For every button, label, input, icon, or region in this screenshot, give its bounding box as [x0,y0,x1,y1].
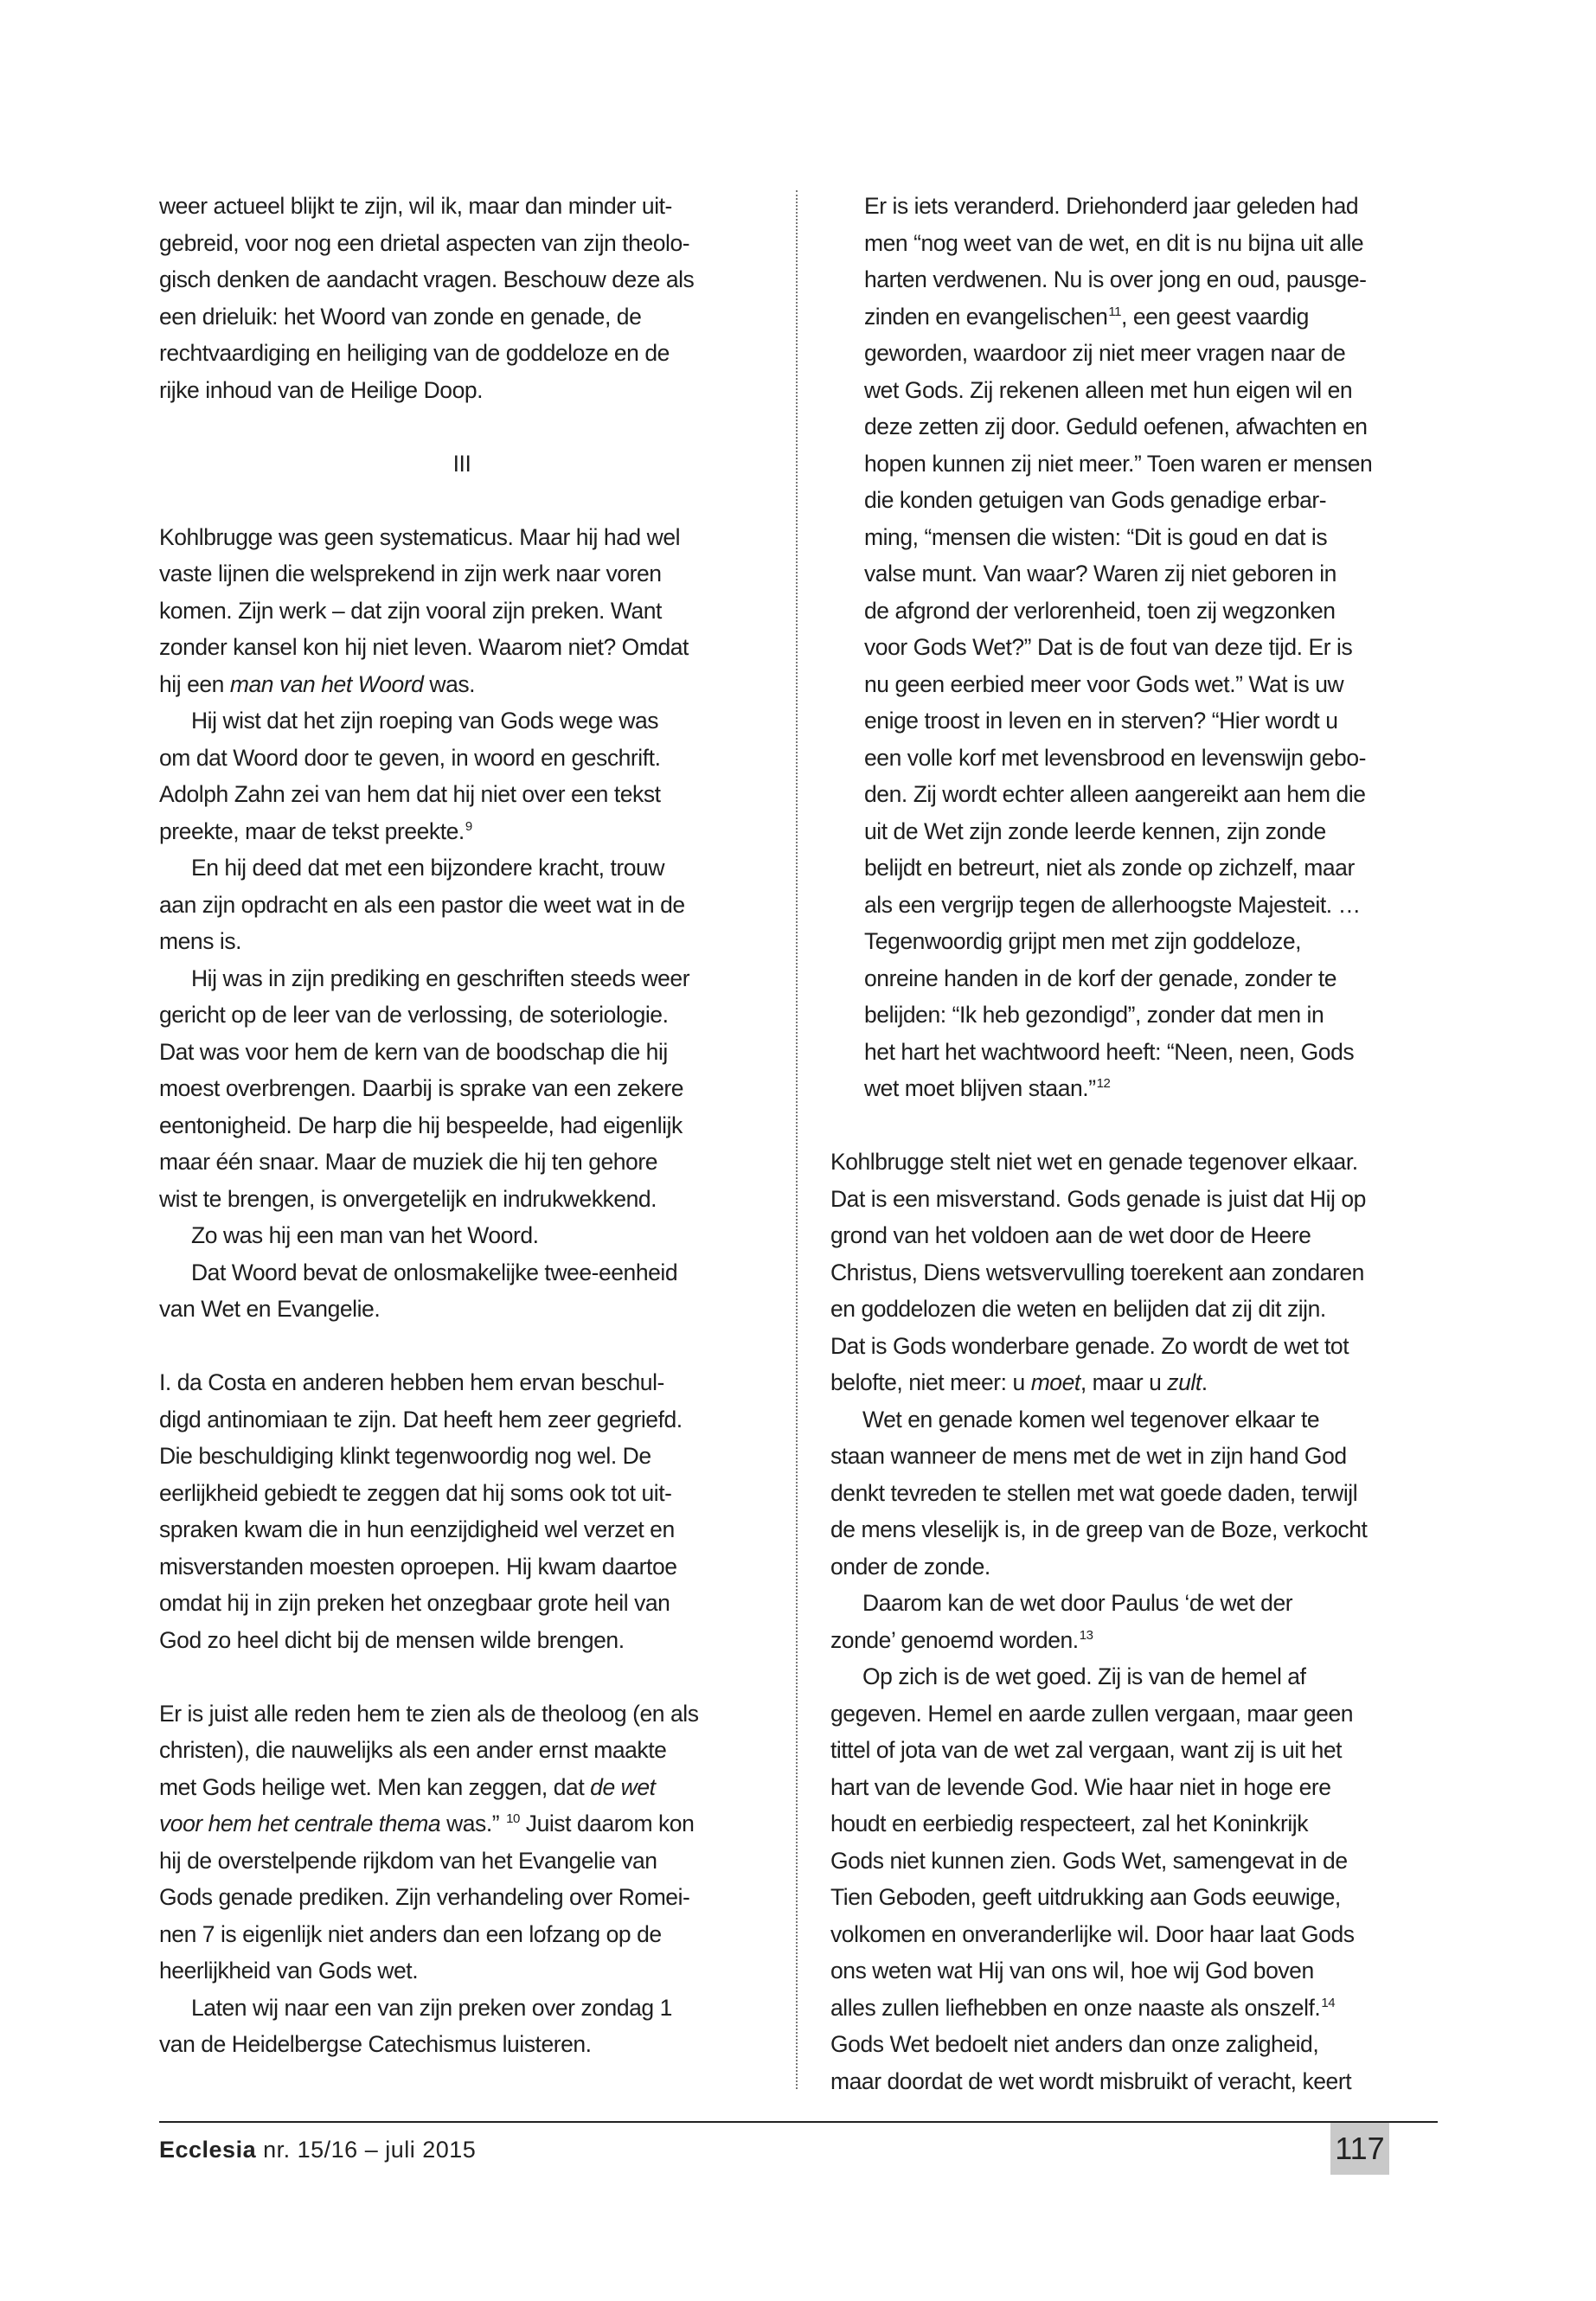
blank-line [159,1658,765,1695]
text-line: Christus, Diens wetsvervulling toerekent aan zondaren [830,1259,1364,1285]
text-line: de afgrond der verlorenheid, toen zij wegzonken [864,597,1336,624]
text-segment: zonde’ genoemd worden. [830,1626,1079,1653]
text-line: aan zijn opdracht en als een pastor die weet wat in de [159,891,685,918]
text-line: onder de zonde. [830,1553,990,1580]
italic-text: voor hem het centrale thema [159,1811,441,1836]
text-line: uit de Wet zijn zonde leerde kennen, zijn zonde [864,817,1326,844]
text-line: tittel of jota van de wet zal vergaan, want zij is uit het [830,1737,1343,1763]
text-line [159,666,765,703]
text-line [864,1070,1439,1107]
text-line: Gods Wet bedoelt niet anders dan onze zaligheid, [830,2031,1319,2057]
left-column [159,188,765,2063]
footnote-ref: 10 [506,1811,520,1826]
text-line: Zo was hij een man van het Woord. [191,1222,539,1248]
footnote-ref: 9 [465,818,472,834]
text-line: en goddelozen die weten en belijden dat zij dit zijn. [830,1296,1326,1322]
text-line: I. da Costa en anderen hebben hem ervan beschul- [159,1369,664,1395]
text-line: Daarom kan de wet door Paulus ‘de wet der [862,1590,1293,1616]
text-line [159,813,765,850]
text-line: hij de overstelpende rijkdom van het Evangelie van [159,1847,657,1874]
magazine-name: Ecclesia [159,2137,257,2163]
text-segment: alles zullen liefhebben en onze naaste als onszelf. [830,1994,1321,2021]
text-line: gisch denken de aandacht vragen. Beschouw deze als [159,266,695,292]
text-line: ming, “mensen die wisten: “Dit is goud en dat is [864,523,1328,550]
text-line: grond van het voldoen aan de wet door de Heere [830,1222,1311,1248]
text-line: God zo heel dicht bij de mensen wilde brengen. [159,1626,625,1653]
text-line: Kohlbrugge stelt niet wet en genade tegenover elkaar. [830,1149,1358,1175]
text-line [159,1769,765,1806]
column-divider [796,190,798,2089]
text-line: om dat Woord door te geven, in woord en geschrift. [159,744,661,771]
text-line: enige troost in leven en in sterven? “Hier wordt u [864,708,1338,734]
text-line: Kohlbrugge was geen systematicus. Maar hij had wel [159,523,681,550]
text-line: men “nog weet van de wet, en dit is nu bijna uit alle [864,229,1364,256]
text-line: staan wanneer de mens met de wet in zijn hand God [830,1443,1347,1469]
right-column [830,1144,1439,2099]
text-line: van de Heidelbergse Catechismus luisteren. [159,2031,592,2057]
italic-text: de wet [590,1773,656,1800]
text-line: geworden, waardoor zij niet meer vragen naar de [864,340,1346,366]
text-segment: , maar u [1080,1369,1168,1395]
footnote-ref: 11 [1108,304,1122,319]
text-line: deze zetten zij door. Geduld oefenen, afwachten en [864,413,1368,439]
text-line: moest overbrengen. Daarbij is sprake van een zekere [159,1075,684,1101]
text-line: Laten wij naar een van zijn preken over zondag 1 [191,1994,672,2021]
section-heading: III [452,450,471,477]
text-line: wet Gods. Zij rekenen alleen met hun eigen wil en [864,376,1353,403]
text-segment: , een geest vaardig [1121,303,1309,330]
text-line: harten verdwenen. Nu is over jong en oud, pausge- [864,266,1367,292]
text-line: de mens vleselijk is, in de greep van de Boze, verkocht [830,1516,1368,1542]
text-line: Gods genade prediken. Zijn verhandeling over Romei- [159,1884,690,1910]
text-line: Dat is een misverstand. Gods genade is juist dat Hij op [830,1185,1366,1212]
footnote-ref: 14 [1321,1995,1336,2010]
text-line: hopen kunnen zij niet meer.” Toen waren er mensen [864,450,1373,477]
quotation-block [864,188,1439,1107]
text-line: onreine handen in de korf der genade, zonder te [864,965,1337,991]
text-line: Dat is Gods wonderbare genade. Zo wordt de wet tot [830,1332,1349,1359]
text-line: denkt tevreden te stellen met wat goede daden, terwijl [830,1479,1358,1506]
text-line: een drieluik: het Woord van zonde en genade, de [159,303,642,330]
text-line: het hart het wachtwoord heeft: “Neen, neen, Gods [864,1038,1355,1065]
text-line: En hij deed dat met een bijzondere kracht, trouw [191,855,665,881]
text-line: Hij was in zijn prediking en geschriften steeds weer [191,965,690,991]
footnote-ref: 13 [1079,1627,1093,1643]
text-segment: preekte, maar de tekst preekte. [159,817,465,844]
text-line: Dat was voor hem de kern van de boodschap die hij [159,1038,668,1065]
text-line: Adolph Zahn zei van hem dat hij niet over een tekst [159,781,661,807]
text-line: als een vergrijp tegen de allerhoogste Majesteit. … [864,891,1361,918]
text-line: vaste lijnen die welsprekend in zijn werk naar voren [159,561,662,586]
text-line: Er is juist alle reden hem te zien als de theoloog (en als [159,1700,699,1727]
text-line: gegeven. Hemel en aarde zullen vergaan, maar geen [830,1700,1354,1727]
text-line: digd antinomiaan te zijn. Dat heeft hem zeer gegriefd. [159,1406,683,1433]
text-line: weer actueel blijkt te zijn, wil ik, maar dan minder uit- [159,193,672,219]
text-line: Tegenwoordig grijpt men met zijn goddeloze, [864,928,1302,954]
footnote-ref: 12 [1096,1076,1111,1091]
text-line: Er is iets veranderd. Driehonderd jaar geleden had [864,193,1359,219]
text-segment: was.” [440,1811,506,1836]
text-line [159,1805,765,1843]
text-segment: belofte, niet meer: u [830,1369,1031,1395]
text-line: Gods niet kunnen zien. Gods Wet, samengevat in de [830,1847,1348,1874]
text-line: ons weten wat Hij van ons wil, hoe wij God boven [830,1958,1314,1984]
text-line: Hij wist dat het zijn roeping van Gods wege was [191,708,659,734]
text-line: een volle korf met levensbrood en levenswijn gebo- [864,744,1366,771]
text-line: wist te brengen, is onvergetelijk en indrukwekkend. [159,1185,657,1212]
text-line: omdat hij in zijn preken het onzegbaar grote heil van [159,1590,670,1616]
text-line: komen. Zijn werk – dat zijn vooral zijn preken. Want [159,597,662,624]
text-line: volkomen en onveranderlijke wil. Door haar laat Gods [830,1920,1355,1947]
footer-publication [159,2137,476,2163]
text-line: die konden getuigen van Gods genadige erbar- [864,487,1327,513]
text-line [864,298,1439,336]
text-line: zonder kansel kon hij niet leven. Waarom niet? Omdat [159,634,689,660]
page-number: 117 [1330,2123,1389,2175]
text-segment: was. [423,670,476,697]
text-line: den. Zij wordt echter alleen aangereikt aan hem die [864,781,1366,807]
text-line: heerlijkheid van Gods wet. [159,1958,419,1984]
italic-text: moet [1030,1369,1080,1395]
text-line: misverstanden moesten oproepen. Hij kwam daartoe [159,1553,677,1580]
text-line: valse munt. Van waar? Waren zij niet geboren in [864,561,1336,586]
text-line [830,1990,1439,2027]
text-line: van Wet en Evangelie. [159,1296,381,1322]
text-line: eerlijkheid gebiedt te zeggen dat hij soms ook tot uit- [159,1479,672,1506]
text-line: nu geen eerbied meer voor Gods wet.” Wat is uw [864,670,1344,697]
text-line: eentonigheid. De harp die hij bespeelde, had eigenlijk [159,1112,683,1138]
text-segment: zinden en evangelischen [864,303,1108,330]
text-line: belijdt en betreurt, niet als zonde op zichzelf, maar [864,855,1355,881]
blank-line [159,1328,765,1365]
text-line: rechtvaardiging en heiliging van de goddeloze en de [159,340,670,366]
text-segment: Juist daarom kon [519,1811,695,1836]
text-line [830,1622,1439,1659]
blank-line [159,408,765,445]
text-segment: hij een [159,670,230,697]
italic-text: man van het Woord [229,670,424,697]
issue-info: nr. 15/16 – juli 2015 [263,2137,477,2163]
text-line: Die beschuldiging klinkt tegenwoordig nog wel. De [159,1443,651,1469]
text-line: nen 7 is eigenlijk niet anders dan een lofzang op de [159,1920,662,1947]
text-line: Dat Woord bevat de onlosmakelijke twee-eenheid [191,1259,678,1285]
text-line: Op zich is de wet goed. Zij is van de hemel af [862,1663,1306,1689]
italic-text: zult [1167,1369,1202,1395]
text-line: Wet en genade komen wel tegenover elkaar te [862,1406,1320,1433]
blank-line [159,482,765,519]
text-line: maar doordat de wet wordt misbruikt of veracht, keert [830,2067,1352,2094]
text-line: hart van de levende God. Wie haar niet in hoge ere [830,1773,1331,1800]
text-line: mens is. [159,928,242,954]
text-line: houdt en eerbiedig respecteert, zal het Koninkrijk [830,1811,1309,1836]
text-line [830,1364,1439,1401]
text-line: voor Gods Wet?” Dat is de fout van deze tijd. Er is [864,634,1353,660]
text-line: maar één snaar. Maar de muziek die hij ten gehore [159,1149,658,1175]
text-line: gebreid, voor nog een drietal aspecten van zijn theolo- [159,229,690,256]
text-line: belijden: “Ik heb gezondigd”, zonder dat men in [864,1002,1324,1028]
text-line: spraken kwam die in hun eenzijdigheid wel verzet en [159,1516,675,1542]
text-line: Tien Geboden, geeft uitdrukking aan Gods eeuwige, [830,1884,1341,1910]
text-segment: wet moet blijven staan.” [864,1075,1096,1101]
footer-rule [159,2121,1438,2123]
text-line: christen), die nauwelijks als een ander ernst maakte [159,1737,667,1763]
text-segment: . [1201,1369,1208,1395]
text-segment: met Gods heilige wet. Men kan zeggen, dat [159,1773,591,1800]
text-line: rijke inhoud van de Heilige Doop. [159,376,484,403]
text-line: gericht op de leer van de verlossing, de soteriologie. [159,1002,669,1028]
